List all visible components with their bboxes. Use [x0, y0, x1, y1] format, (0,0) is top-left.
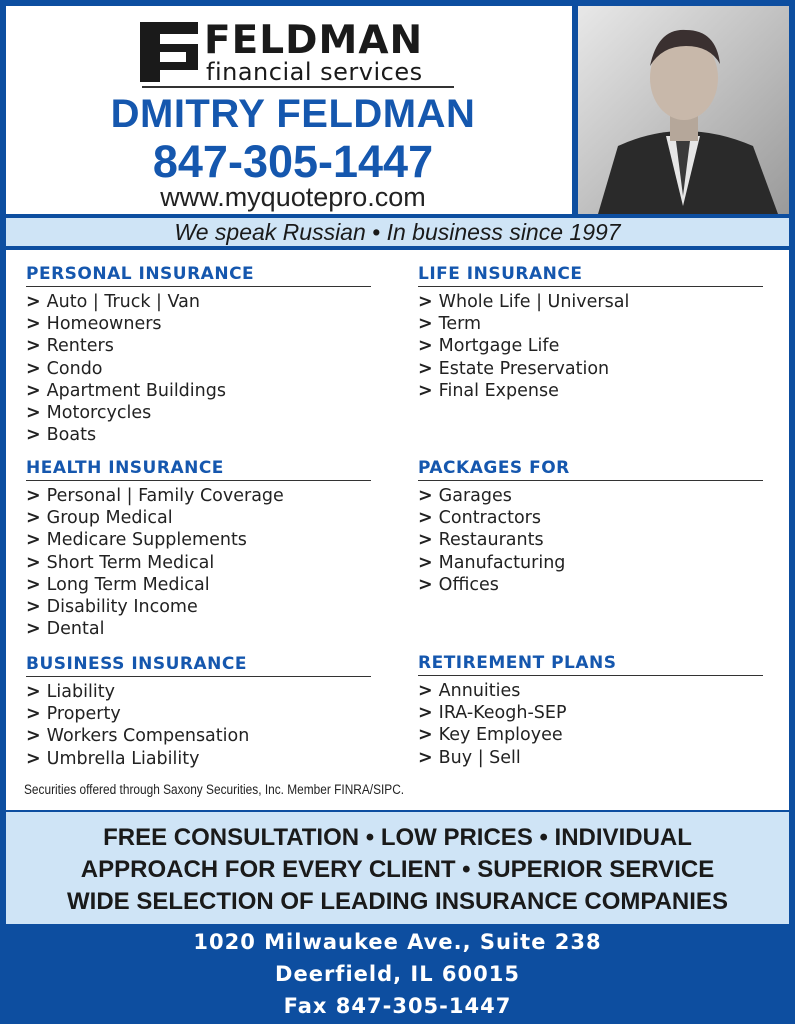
chevron-right-icon: >	[26, 336, 41, 357]
list-item: > Medicare Supplements	[26, 530, 247, 551]
section-title: BUSINESS INSURANCE	[26, 652, 371, 677]
section-title: PACKAGES FOR	[418, 456, 763, 481]
list-item: > Boats	[26, 425, 97, 446]
list-item: > IRA-Keogh-SEP	[418, 703, 567, 724]
chevron-right-icon: >	[26, 530, 41, 551]
chevron-right-icon: >	[26, 425, 41, 446]
logo-company-subtitle: financial services	[206, 58, 423, 86]
agent-photo	[578, 6, 789, 214]
service-list	[26, 291, 371, 446]
chevron-right-icon: >	[418, 336, 433, 357]
list-item: > Garages	[418, 486, 512, 506]
promo-line-2: APPROACH FOR EVERY CLIENT • SUPERIOR SERVICE	[80, 856, 715, 883]
chevron-right-icon: >	[418, 530, 433, 551]
section-life-insurance	[418, 262, 763, 402]
chevron-right-icon: >	[26, 314, 41, 335]
chevron-right-icon: >	[26, 292, 41, 312]
chevron-right-icon: >	[26, 574, 41, 595]
list-item: > Annuities	[418, 681, 521, 701]
section-retirement-plans	[418, 651, 763, 769]
list-item: > Motorcycles	[26, 402, 152, 423]
list-item: > Condo	[26, 358, 103, 379]
list-item: > Term	[418, 314, 482, 335]
list-item: > Key Employee	[418, 725, 563, 746]
chevron-right-icon: >	[418, 486, 433, 506]
tagline-bar	[6, 218, 789, 246]
chevron-right-icon: >	[26, 402, 41, 423]
logo-divider	[142, 86, 454, 88]
chevron-right-icon: >	[418, 681, 433, 701]
footer-address-line-2: Deerfield, IL 60015	[275, 962, 520, 986]
section-title: LIFE INSURANCE	[418, 262, 763, 287]
logo-company-name: FELDMAN	[204, 18, 424, 63]
chevron-right-icon: >	[418, 703, 433, 724]
chevron-right-icon: >	[26, 726, 41, 747]
list-item: > Manufacturing	[418, 552, 566, 573]
section-business-insurance	[26, 652, 371, 770]
chevron-right-icon: >	[418, 574, 433, 595]
chevron-right-icon: >	[418, 380, 433, 401]
chevron-right-icon: >	[418, 508, 433, 529]
list-item: > Renters	[26, 336, 114, 357]
service-list	[418, 680, 763, 769]
list-item: > Auto | Truck | Van	[26, 292, 200, 312]
section-title: HEALTH INSURANCE	[26, 456, 371, 481]
chevron-right-icon: >	[26, 358, 41, 379]
list-item: > Buy | Sell	[418, 747, 521, 768]
chevron-right-icon: >	[26, 380, 41, 401]
securities-disclaimer: Securities offered through Saxony Securities, Inc. Member FINRA/SIPC.	[24, 782, 405, 797]
chevron-right-icon: >	[26, 619, 41, 640]
list-item: > Short Term Medical	[26, 552, 215, 573]
company-logo	[134, 18, 454, 88]
agent-phone[interactable]: 847-305-1447	[152, 136, 434, 187]
list-item: > Workers Compensation	[26, 726, 250, 747]
list-item: > Group Medical	[26, 508, 173, 529]
chevron-right-icon: >	[26, 508, 41, 529]
list-item: > Apartment Buildings	[26, 380, 226, 401]
service-list	[26, 485, 371, 640]
chevron-right-icon: >	[26, 748, 41, 769]
chevron-right-icon: >	[418, 552, 433, 573]
tagline-text: We speak Russian • In business since 1997	[174, 219, 621, 245]
chevron-right-icon: >	[26, 486, 41, 506]
chevron-right-icon: >	[418, 292, 433, 312]
promo-line-1: FREE CONSULTATION • LOW PRICES • INDIVIDUAL	[103, 824, 692, 851]
chevron-right-icon: >	[418, 725, 433, 746]
agent-portrait-icon	[578, 6, 789, 214]
chevron-right-icon: >	[26, 596, 41, 617]
agent-website[interactable]: www.myquotepro.com	[160, 182, 426, 212]
promo-line-3: WIDE SELECTION OF LEADING INSURANCE COMPANIES	[67, 888, 728, 915]
list-item: > Mortgage Life	[418, 336, 560, 357]
chevron-right-icon: >	[418, 314, 433, 335]
list-item: > Dental	[26, 619, 105, 640]
section-packages	[418, 456, 763, 596]
footer-address-line-1: 1020 Milwaukee Ave., Suite 238	[193, 930, 602, 954]
footer-fax: Fax 847-305-1447	[283, 994, 512, 1018]
promo-bar	[6, 812, 789, 924]
agent-name: DMITRY FELDMAN	[110, 92, 476, 136]
chevron-right-icon: >	[26, 682, 41, 702]
list-item: > Personal | Family Coverage	[26, 486, 284, 506]
header-panel	[6, 6, 572, 214]
service-list	[26, 681, 371, 770]
list-item: > Restaurants	[418, 530, 544, 551]
list-item: > Property	[26, 704, 121, 725]
list-item: > Contractors	[418, 508, 541, 529]
list-item: > Liability	[26, 682, 115, 702]
list-item: > Final Expense	[418, 380, 559, 401]
list-item: > Whole Life | Universal	[418, 292, 630, 312]
service-list	[418, 485, 763, 596]
chevron-right-icon: >	[418, 358, 433, 379]
chevron-right-icon: >	[26, 552, 41, 573]
feldman-logo-icon	[140, 22, 198, 82]
list-item: > Homeowners	[26, 314, 162, 335]
list-item: > Disability Income	[26, 596, 198, 617]
section-personal-insurance	[26, 262, 371, 446]
list-item: > Long Term Medical	[26, 574, 210, 595]
section-health-insurance	[26, 456, 371, 640]
section-title: RETIREMENT PLANS	[418, 651, 763, 676]
list-item: > Estate Preservation	[418, 358, 610, 379]
section-title: PERSONAL INSURANCE	[26, 262, 371, 287]
list-item: > Umbrella Liability	[26, 748, 200, 769]
chevron-right-icon: >	[418, 747, 433, 768]
list-item: > Offices	[418, 574, 499, 595]
chevron-right-icon: >	[26, 704, 41, 725]
service-list	[418, 291, 763, 402]
